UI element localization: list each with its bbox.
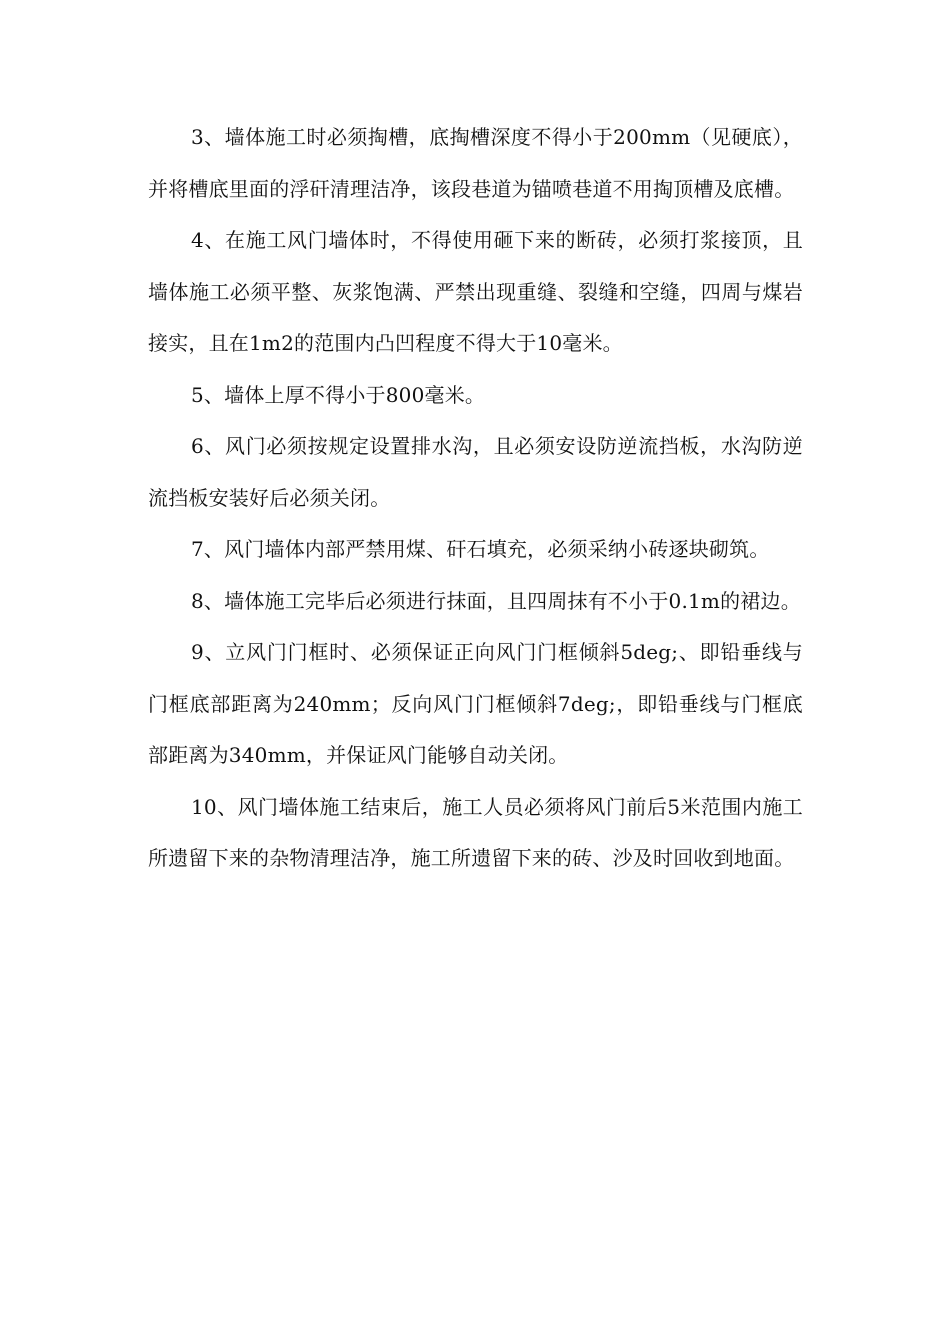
paragraph-item-6: 6、风门必须按规定设置排水沟，且必须安设防逆流挡板，水沟防逆流挡板安装好后必须关闭。 (148, 434, 803, 510)
paragraph-item-5: 5、墙体上厚不得小于800毫米。 (191, 382, 486, 407)
paragraph-item-9: 9、立风门门框时、必须保证正向风门门框倾斜5deg;、即铅垂线与门框底部距离为240mm；反向风门门框倾斜7deg;，即铅垂线与门框底部距离为340mm，并保证风门能够自动关闭。 (148, 640, 803, 767)
document-body (148, 112, 803, 885)
paragraph-item-10: 10、风门墙体施工结束后，施工人员必须将风门前后5米范围内施工所遗留下来的杂物清理洁净，施工所遗留下来的砖、沙及时回收到地面。 (148, 794, 803, 870)
paragraph-item-4: 4、在施工风门墙体时，不得使用砸下来的断砖，必须打浆接顶，且墙体施工必须平整、灰浆饱满、严禁出现重缝、裂缝和空缝，四周与煤岩接实，且在1m2的范围内凸凹程度不得大于10毫米。 (148, 228, 803, 355)
paragraph-item-3: 3、墙体施工时必须掏槽，底掏槽深度不得小于200mm（见硬底），并将槽底里面的浮矸清理洁净，该段巷道为锚喷巷道不用掏顶槽及底槽。 (148, 125, 803, 201)
paragraph-item-8: 8、墙体施工完毕后必须进行抹面，且四周抹有不小于0.1m的裙边。 (191, 588, 801, 613)
paragraph-item-7: 7、风门墙体内部严禁用煤、矸石填充，必须采纳小砖逐块砌筑。 (191, 537, 770, 561)
